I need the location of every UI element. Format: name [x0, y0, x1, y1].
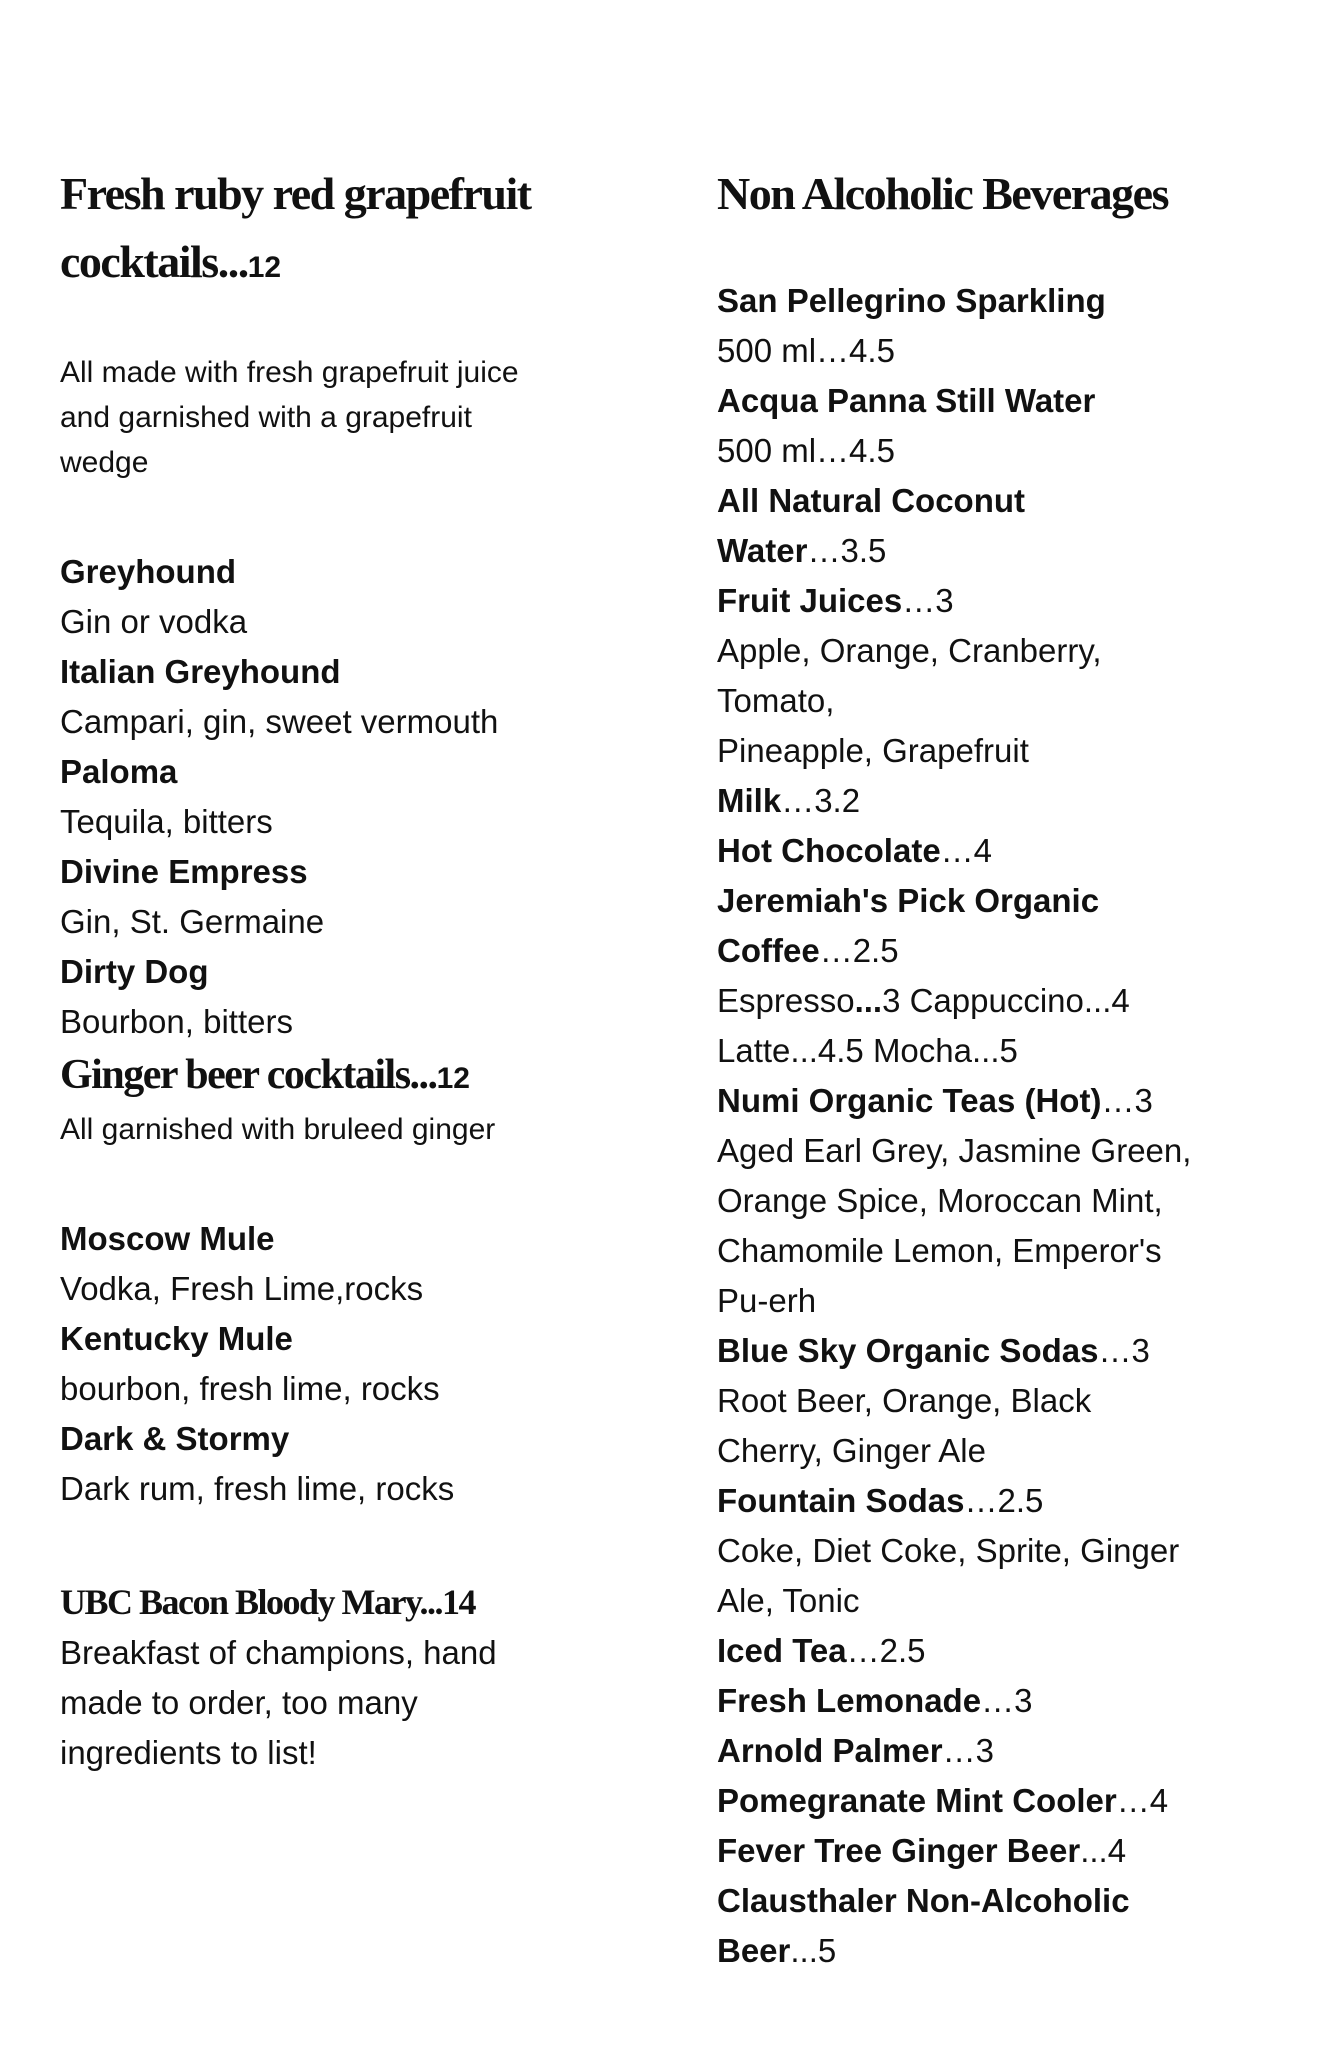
ginger-beer-section-title: [60, 1047, 640, 1107]
menu-item-desc: Bourbon, bitters: [60, 1003, 293, 1040]
menu-line: Cherry, Ginger Ale: [717, 1432, 986, 1469]
menu-line: Numi Organic Teas (Hot)…3: [717, 1082, 1153, 1119]
menu-line: 500 ml…4.5: [717, 432, 895, 469]
menu-item-desc: Tequila, bitters: [60, 803, 273, 840]
menu-line: Chamomile Lemon, Emperor's: [717, 1232, 1162, 1269]
menu-item-desc: bourbon, fresh lime, rocks: [60, 1370, 440, 1407]
menu-item-desc: Dark rum, fresh lime, rocks: [60, 1470, 455, 1507]
ginger-beer-price: 12: [436, 1062, 470, 1095]
grapefruit-intro: [60, 350, 640, 485]
menu-line: Aged Earl Grey, Jasmine Green,: [717, 1132, 1192, 1169]
menu-line: Root Beer, Orange, Black: [717, 1382, 1092, 1419]
menu-line: Pu-erh: [717, 1282, 817, 1319]
grapefruit-intro-line2: and garnished with a grapefruit: [60, 401, 472, 434]
menu-line: Tomato,: [717, 682, 835, 719]
menu-item-name: Greyhound: [60, 553, 237, 590]
grapefruit-section-title: [60, 160, 640, 302]
ginger-beer-title: Ginger beer cocktails...: [60, 1052, 437, 1098]
menu-item-name: Kentucky Mule: [60, 1320, 293, 1357]
menu-line: Water…3.5: [717, 532, 887, 569]
menu-item-desc: Campari, gin, sweet vermouth: [60, 703, 499, 740]
bloody-mary-desc-line3: ingredients to list!: [60, 1734, 317, 1771]
menu-item-name: Moscow Mule: [60, 1220, 275, 1257]
left-column: [60, 160, 640, 1778]
menu-line: 500 ml…4.5: [717, 332, 895, 369]
menu-line: Iced Tea…2.5: [717, 1632, 926, 1669]
menu-line: Milk…3.2: [717, 782, 861, 819]
menu-line: Espresso...3 Cappuccino...4: [717, 982, 1130, 1019]
menu-item-desc: Vodka, Fresh Lime,rocks: [60, 1270, 424, 1307]
right-column: [717, 160, 1297, 1976]
menu-line: Fruit Juices…3: [717, 582, 954, 619]
menu-line: Hot Chocolate…4: [717, 832, 993, 869]
bloody-mary-desc: [60, 1628, 640, 1778]
menu-line: Fountain Sodas…2.5: [717, 1482, 1044, 1519]
menu-line: Coffee…2.5: [717, 932, 899, 969]
menu-line: Apple, Orange, Cranberry,: [717, 632, 1102, 669]
grapefruit-intro-line3: wedge: [60, 446, 149, 479]
menu-line: Coke, Diet Coke, Sprite, Ginger: [717, 1532, 1180, 1569]
menu-item-name: Italian Greyhound: [60, 653, 341, 690]
menu-item-name: Divine Empress: [60, 853, 308, 890]
menu-line: Latte...4.5 Mocha...5: [717, 1032, 1018, 1069]
menu-item-name: Dark & Stormy: [60, 1420, 290, 1457]
grapefruit-price: 12: [247, 251, 282, 284]
ginger-beer-item-list: [60, 1214, 640, 1514]
menu-line: Pomegranate Mint Cooler…4: [717, 1782, 1169, 1819]
ginger-beer-intro: All garnished with bruleed ginger: [60, 1113, 496, 1146]
menu-line: Beer...5: [717, 1932, 837, 1969]
non-alcoholic-title: Non Alcoholic Beverages: [717, 168, 1168, 219]
menu-line: Arnold Palmer…3: [717, 1732, 994, 1769]
menu-line: San Pellegrino Sparkling: [717, 282, 1106, 319]
menu-item-desc: Gin, St. Germaine: [60, 903, 325, 940]
menu-item-name: Dirty Dog: [60, 953, 209, 990]
menu-line: Jeremiah's Pick Organic: [717, 882, 1100, 919]
menu-line: Fever Tree Ginger Beer...4: [717, 1832, 1127, 1869]
grapefruit-title-line2: cocktails...: [60, 236, 248, 287]
menu-line: Clausthaler Non-Alcoholic: [717, 1882, 1130, 1919]
grapefruit-intro-line1: All made with fresh grapefruit juice: [60, 356, 519, 389]
menu-item-name: Paloma: [60, 753, 178, 790]
bloody-mary-desc-line2: made to order, too many: [60, 1684, 418, 1721]
grapefruit-item-list: [60, 547, 640, 1047]
non-alcoholic-list: [717, 276, 1297, 1976]
menu-line: Blue Sky Organic Sodas…3: [717, 1332, 1150, 1369]
menu-line: Ale, Tonic: [717, 1582, 860, 1619]
menu-line: Pineapple, Grapefruit: [717, 732, 1029, 769]
menu-line: All Natural Coconut: [717, 482, 1026, 519]
menu-item-desc: Gin or vodka: [60, 603, 248, 640]
menu-line: Orange Spice, Moroccan Mint,: [717, 1182, 1163, 1219]
menu-line: Fresh Lemonade…3: [717, 1682, 1033, 1719]
bloody-mary-desc-line1: Breakfast of champions, hand: [60, 1634, 497, 1671]
menu-line: Acqua Panna Still Water: [717, 382, 1096, 419]
grapefruit-title-line1: Fresh ruby red grapefruit: [60, 168, 531, 219]
bloody-mary-title: UBC Bacon Bloody Mary...14: [60, 1582, 476, 1622]
